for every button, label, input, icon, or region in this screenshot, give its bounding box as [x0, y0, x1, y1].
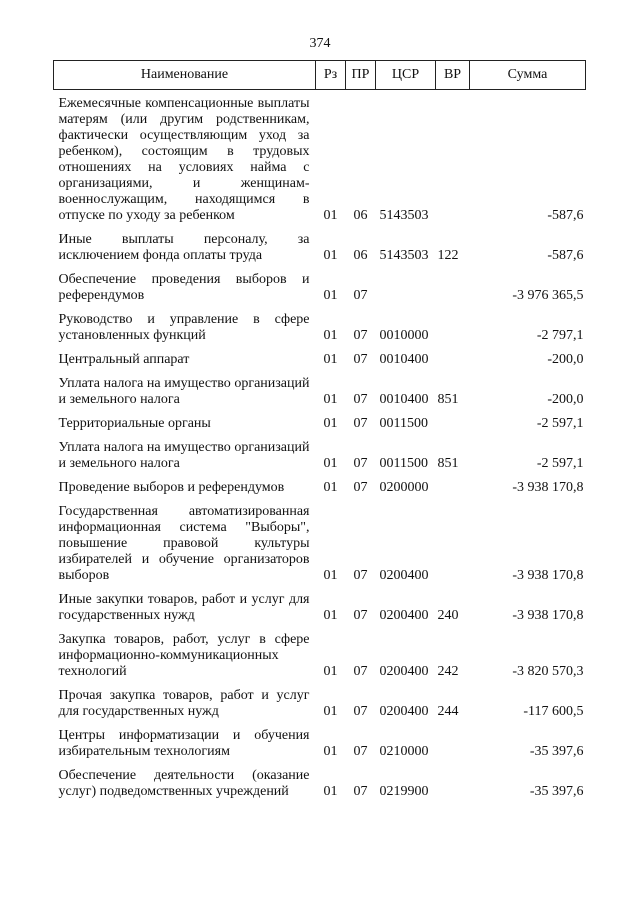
row-vr	[436, 416, 470, 434]
row-name-text: Иные выплаты персоналу, за исключением фонда оплаты труда	[58, 232, 310, 263]
row-pr	[346, 272, 376, 306]
row-rz	[316, 632, 346, 682]
row-rz	[316, 440, 346, 474]
row-pr	[346, 352, 376, 370]
row-sum-text: -3 976 365,5	[512, 288, 584, 303]
row-vr	[436, 728, 470, 762]
table-row	[54, 96, 586, 226]
row-csr	[376, 352, 436, 370]
row-pr-text: 07	[353, 416, 368, 431]
row-rz-text: 01	[323, 416, 338, 431]
row-csr-text: 0200400	[379, 664, 429, 679]
row-csr	[376, 96, 436, 226]
row-name	[54, 688, 316, 722]
budget-table	[53, 60, 586, 808]
row-vr	[436, 376, 470, 410]
header-pr: ПР	[346, 61, 376, 90]
row-csr	[376, 272, 436, 306]
row-name	[54, 352, 316, 370]
row-csr	[376, 312, 436, 346]
row-name-text: Уплата налога на имущество организаций и земельного налога	[58, 376, 310, 407]
row-rz	[316, 592, 346, 626]
row-pr-text: 07	[353, 784, 368, 799]
row-name	[54, 728, 316, 762]
row-rz	[316, 352, 346, 370]
table-header	[54, 61, 586, 90]
row-rz-text: 01	[323, 664, 338, 679]
row-rz-text: 01	[323, 456, 338, 471]
row-name	[54, 416, 316, 434]
table-row	[54, 440, 586, 474]
row-sum	[470, 440, 586, 474]
row-vr	[436, 632, 470, 682]
row-sum	[470, 592, 586, 626]
row-pr-text: 06	[353, 208, 368, 223]
row-name-text: Центры информатизации и обучения избирательным технологиям	[58, 728, 310, 759]
page-number: 374	[309, 36, 331, 51]
row-name-text: Ежемесячные компенсационные выплаты матерям (или другим родственникам, фактически осуществляющим уход за ребенком), состоящим в трудовых отношениях на условиях найма с организациями, и женщинам-военнослужащим, находящимся в отпуске по уходу за ребенком	[58, 96, 310, 223]
row-pr	[346, 768, 376, 802]
row-csr-text: 0210000	[379, 744, 429, 759]
row-pr	[346, 416, 376, 434]
row-name-text: Уплата налога на имущество организаций и земельного налога	[58, 440, 310, 471]
table-row	[54, 416, 586, 434]
row-rz	[316, 376, 346, 410]
row-name-text: Прочая закупка товаров, работ и услуг для государственных нужд	[58, 688, 310, 719]
row-csr	[376, 504, 436, 586]
row-csr	[376, 416, 436, 434]
row-name	[54, 272, 316, 306]
row-sum	[470, 768, 586, 802]
row-sum-text: -2 597,1	[536, 456, 584, 471]
table-row	[54, 232, 586, 266]
row-vr	[436, 272, 470, 306]
row-rz-text: 01	[323, 248, 338, 263]
row-pr-text: 07	[353, 392, 368, 407]
row-vr-text: 244	[437, 704, 459, 719]
row-pr	[346, 96, 376, 226]
row-pr-text: 07	[353, 456, 368, 471]
row-name	[54, 592, 316, 626]
row-name-text: Проведение выборов и референдумов	[58, 480, 285, 495]
row-name	[54, 768, 316, 802]
row-name	[54, 440, 316, 474]
row-csr-text: 0010400	[379, 392, 429, 407]
row-sum	[470, 504, 586, 586]
row-name	[54, 632, 316, 682]
row-vr	[436, 480, 470, 498]
row-sum	[470, 688, 586, 722]
row-vr	[436, 504, 470, 586]
row-rz-text: 01	[323, 704, 338, 719]
row-rz-text: 01	[323, 568, 338, 583]
row-rz-text: 01	[323, 744, 338, 759]
row-name-text: Территориальные органы	[58, 416, 211, 431]
row-vr-text: 851	[437, 392, 459, 407]
row-name-text: Обеспечение проведения выборов и референдумов	[58, 272, 310, 303]
row-sum-text: -3 938 170,8	[512, 608, 584, 623]
row-rz-text: 01	[323, 208, 338, 223]
row-pr	[346, 232, 376, 266]
row-pr-text: 07	[353, 704, 368, 719]
header-sum: Сумма	[470, 61, 586, 90]
row-rz	[316, 728, 346, 762]
row-sum-text: -2 797,1	[536, 328, 584, 343]
row-pr-text: 07	[353, 352, 368, 367]
header-name: Наименование	[54, 61, 316, 90]
row-sum-text: -35 397,6	[529, 784, 584, 799]
row-sum-text: -587,6	[547, 208, 584, 223]
row-rz-text: 01	[323, 608, 338, 623]
row-sum-text: -200,0	[547, 392, 584, 407]
row-sum	[470, 728, 586, 762]
row-name-text: Государственная автоматизированная информационная система "Выборы", повышение правовой культуры избирателей и обучение организаторов выборов	[58, 504, 310, 583]
row-rz-text: 01	[323, 328, 338, 343]
row-pr	[346, 592, 376, 626]
row-rz-text: 01	[323, 352, 338, 367]
row-sum-text: -3 938 170,8	[512, 568, 584, 583]
row-csr-text: 5143503	[379, 248, 429, 263]
row-csr-text: 0011500	[379, 456, 428, 471]
table-row	[54, 312, 586, 346]
spacer-row	[54, 802, 586, 808]
row-csr-text: 0010000	[379, 328, 429, 343]
row-sum-text: -587,6	[547, 248, 584, 263]
row-vr	[436, 352, 470, 370]
row-csr-text: 0200400	[379, 704, 429, 719]
row-pr	[346, 728, 376, 762]
row-rz	[316, 96, 346, 226]
row-name-text: Иные закупки товаров, работ и услуг для государственных нужд	[58, 592, 310, 623]
row-vr-text: 240	[437, 608, 459, 623]
row-sum-text: -117 600,5	[523, 704, 584, 719]
row-rz-text: 01	[323, 784, 338, 799]
table-row	[54, 376, 586, 410]
row-vr-text: 122	[437, 248, 459, 263]
table-row	[54, 272, 586, 306]
row-vr	[436, 592, 470, 626]
row-csr-text: 0010400	[379, 352, 429, 367]
table-row	[54, 768, 586, 802]
table-row	[54, 504, 586, 586]
row-sum	[470, 232, 586, 266]
row-vr-text: 242	[437, 664, 459, 679]
row-csr	[376, 232, 436, 266]
row-sum	[470, 416, 586, 434]
row-csr	[376, 688, 436, 722]
row-pr-text: 07	[353, 288, 368, 303]
row-pr	[346, 312, 376, 346]
table-row	[54, 632, 586, 682]
row-csr-text: 0200400	[379, 568, 429, 583]
row-pr	[346, 504, 376, 586]
row-name	[54, 312, 316, 346]
row-vr	[436, 688, 470, 722]
row-csr-text: 5143503	[379, 208, 429, 223]
row-rz	[316, 688, 346, 722]
row-sum	[470, 312, 586, 346]
row-name	[54, 376, 316, 410]
row-pr	[346, 376, 376, 410]
row-sum-text: -3 938 170,8	[512, 480, 584, 495]
row-sum	[470, 632, 586, 682]
row-sum-text: -2 597,1	[536, 416, 584, 431]
row-rz	[316, 416, 346, 434]
row-name-text: Закупка товаров, работ, услуг в сфере информационно-коммуникационных технологий	[58, 632, 310, 679]
row-pr-text: 07	[353, 608, 368, 623]
row-vr	[436, 440, 470, 474]
row-rz	[316, 232, 346, 266]
row-rz-text: 01	[323, 480, 338, 495]
row-pr	[346, 480, 376, 498]
header-csr: ЦСР	[376, 61, 436, 90]
row-name	[54, 504, 316, 586]
row-rz	[316, 272, 346, 306]
row-sum	[470, 96, 586, 226]
row-csr	[376, 592, 436, 626]
row-sum-text: -3 820 570,3	[512, 664, 584, 679]
row-csr	[376, 768, 436, 802]
table-row	[54, 480, 586, 498]
row-sum	[470, 376, 586, 410]
table-row	[54, 688, 586, 722]
row-sum	[470, 480, 586, 498]
row-csr	[376, 480, 436, 498]
row-sum-text: -200,0	[547, 352, 584, 367]
table-row	[54, 352, 586, 370]
row-pr	[346, 440, 376, 474]
row-rz	[316, 312, 346, 346]
row-name	[54, 96, 316, 226]
row-pr-text: 07	[353, 664, 368, 679]
row-sum	[470, 272, 586, 306]
row-name	[54, 480, 316, 498]
row-vr	[436, 312, 470, 346]
row-sum	[470, 352, 586, 370]
row-csr	[376, 632, 436, 682]
row-rz	[316, 768, 346, 802]
row-rz	[316, 504, 346, 586]
header-vr: ВР	[436, 61, 470, 90]
row-name	[54, 232, 316, 266]
row-csr	[376, 728, 436, 762]
row-rz-text: 01	[323, 392, 338, 407]
row-pr	[346, 688, 376, 722]
row-name-text: Центральный аппарат	[58, 352, 190, 367]
row-csr-text: 0219900	[379, 784, 429, 799]
row-vr	[436, 768, 470, 802]
row-csr-text: 0200400	[379, 608, 429, 623]
row-name-text: Руководство и управление в сфере установленных функций	[58, 312, 310, 343]
row-vr	[436, 232, 470, 266]
row-vr-text: 851	[437, 456, 459, 471]
row-pr-text: 06	[353, 248, 368, 263]
row-rz	[316, 480, 346, 498]
row-pr-text: 07	[353, 480, 368, 495]
table-body	[54, 90, 586, 809]
row-sum-text: -35 397,6	[529, 744, 584, 759]
row-pr-text: 07	[353, 328, 368, 343]
row-vr	[436, 96, 470, 226]
row-pr-text: 07	[353, 568, 368, 583]
row-csr	[376, 376, 436, 410]
row-csr-text: 0011500	[379, 416, 428, 431]
row-name-text: Обеспечение деятельности (оказание услуг) подведомственных учреждений	[58, 768, 310, 799]
row-csr	[376, 440, 436, 474]
header-rz: Рз	[316, 61, 346, 90]
row-pr-text: 07	[353, 744, 368, 759]
row-pr	[346, 632, 376, 682]
table-row	[54, 592, 586, 626]
row-rz-text: 01	[323, 288, 338, 303]
table-row	[54, 728, 586, 762]
row-csr-text: 0200000	[379, 480, 429, 495]
